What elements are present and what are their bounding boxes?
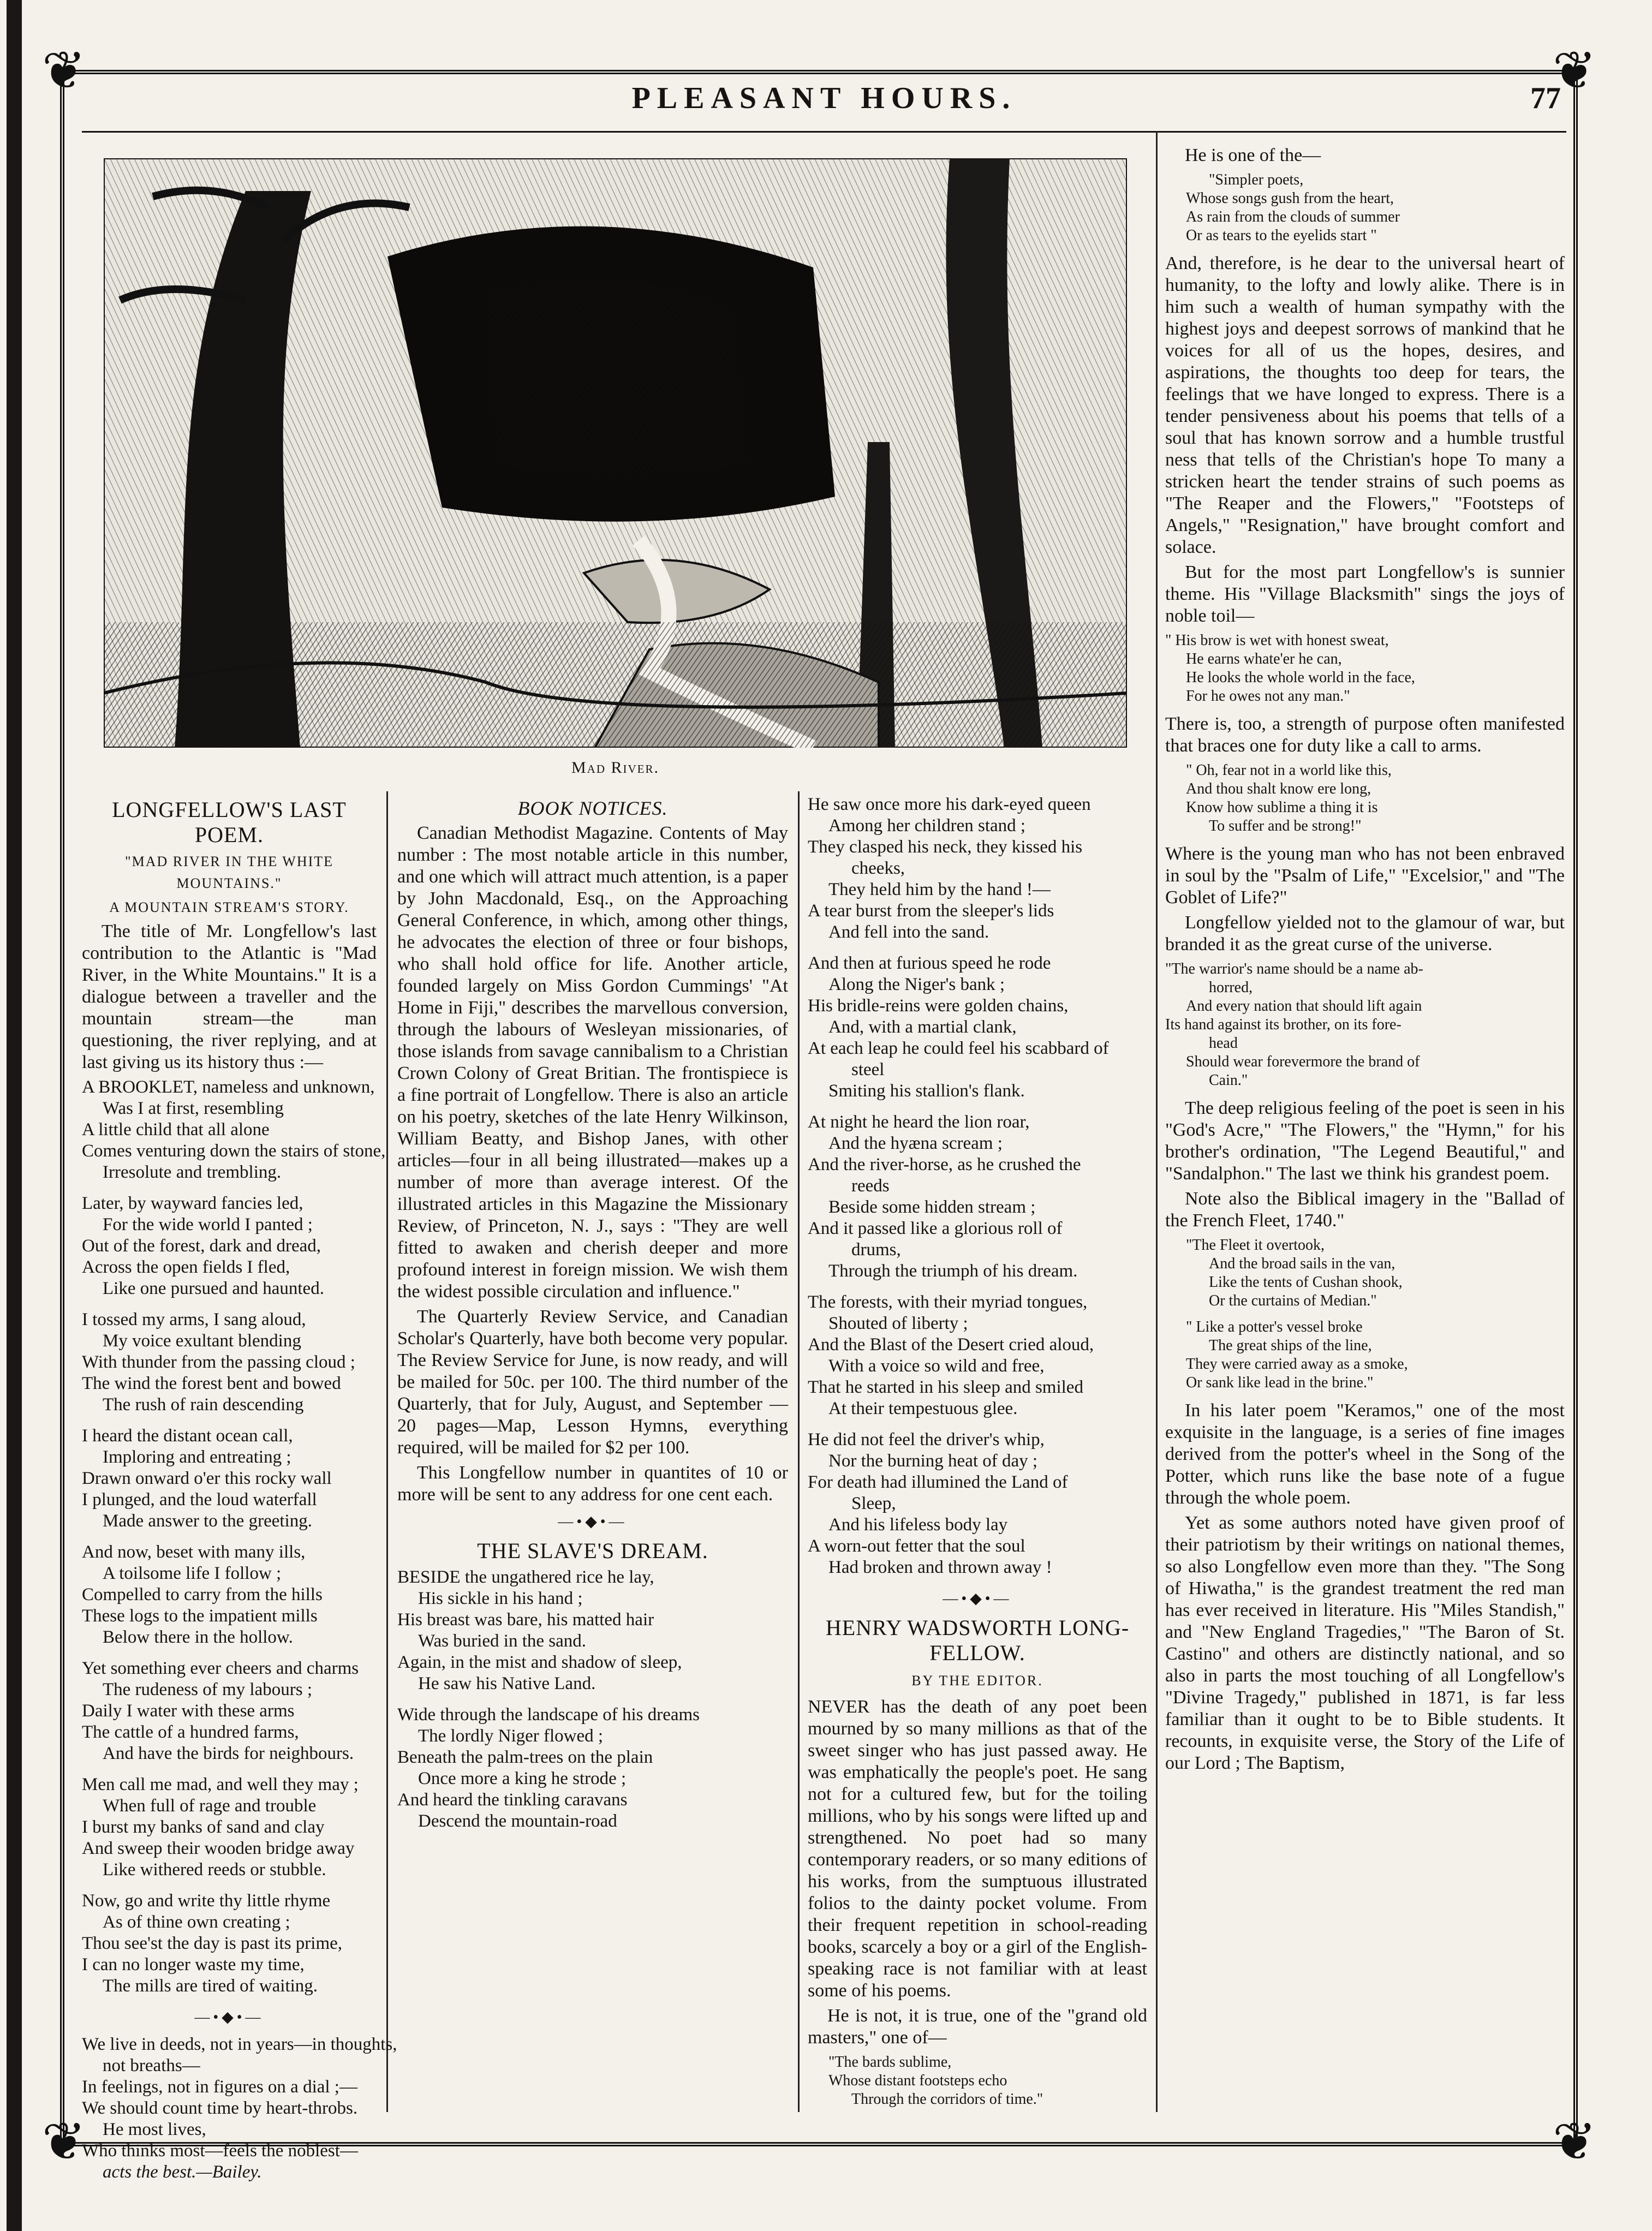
block-quote [1165, 960, 1565, 1090]
verse-line: They held him by the hand !— [828, 880, 1051, 899]
article-paragraph: But for the most part Longfellow's is sunnier theme. His "Village Blacksmith" sings the joys of noble toil— [1165, 562, 1565, 626]
column-rule [798, 791, 800, 2112]
verse-line: For the wide world I panted ; [103, 1215, 313, 1234]
verse-line: And fell into the sand. [828, 922, 989, 942]
poem-stanza [808, 1429, 1147, 1578]
publication-title: PLEASANT HOURS. [631, 81, 1017, 115]
verse-line: Drawn onward o'er this rocky wall [82, 1469, 332, 1488]
verse-line: At their tempestuous glee. [828, 1399, 1018, 1418]
notice-paragraph: This Longfellow number in quantites of 10 or more will be sent to any address for one cent each. [397, 1463, 788, 1505]
block-quote [808, 2053, 1147, 2109]
frame-border-top [60, 70, 1576, 74]
verse-line: Made answer to the greeting. [103, 1511, 312, 1531]
poem-stanza [82, 1309, 377, 1416]
block-quote [1165, 631, 1565, 706]
verse-line: Compelled to carry from the hills [82, 1585, 323, 1604]
verse-line: Whose distant footsteps echo [828, 2072, 1007, 2089]
verse-line: acts the best.—Bailey. [103, 2162, 262, 2182]
verse-line: A tear burst from the sleeper's lids [808, 901, 1054, 921]
poem-stanza [808, 953, 1147, 1102]
verse-line: His bridle-reins were golden chains, [808, 996, 1069, 1016]
block-quote [1165, 1318, 1565, 1392]
verse-line: I can no longer waste my time, [82, 1955, 305, 1975]
section-separator: —•◆•— [194, 2009, 264, 2026]
verse-line: For he owes not any man." [1186, 688, 1350, 705]
verse-line: The cattle of a hundred farms, [82, 1722, 299, 1742]
verse-line: When full of rage and trouble [103, 1796, 317, 1816]
verse-line: The great ships of the line, [1209, 1337, 1372, 1354]
verse-line: He saw his Native Land. [418, 1674, 596, 1693]
verse-line: These logs to the impatient mills [82, 1606, 318, 1626]
column-slaves-dream-continued [808, 794, 1147, 2116]
column-rule [386, 791, 388, 2112]
corner-ornament-icon: ❦ [41, 41, 86, 100]
notice-paragraph: Canadian Methodist Magazine. Contents of May number : The most notable article in this number, and one which will attract much attention, is a paper by John Macdonald, Esq., on the Approaching General Conference, in which, among other things, he advocates the election of three or four bishops, who shall hold office for life. Another article, founded largely on Miss Gordon Cummings' "At Home in Fiji," describes the marvellous conversion, through the labours of Wesleyan missionaries, of those islands from savage cannibalism to a Christian Crown Colony of Great Britian. The frontispiece is a fine portrait of Longfellow. There is also an article on his poetry, sketches of the late Henry Wilkinson, William Beatty, and Bishop Janes, with other articles—four in all being illustrated—makes up a number of more than average interest. Of the illustrated articles in this Magazine the Missionary Review, of Princeton, N. J., says : "They are well fitted to awaken and cherish deeper and more profound interest in foreign mission. We wish them the widest possible circulation and influence." [397, 823, 788, 1302]
verse-line: Beneath the palm-trees on the plain [397, 1747, 653, 1767]
verse-line: Along the Niger's bank ; [828, 975, 1005, 994]
epigraph [82, 2034, 397, 2183]
article-paragraph: He is one of the— [1185, 145, 1321, 165]
verse-line: head [1209, 1035, 1238, 1052]
block-quote [1165, 171, 1565, 245]
verse-line: And thou shalt know ere long, [1186, 780, 1371, 797]
verse-line: And sweep their wooden bridge away [82, 1839, 355, 1858]
verse-line: And the broad sails in the van, [1209, 1255, 1395, 1272]
block-quote [1165, 1236, 1565, 1310]
verse-line: That he started in his sleep and smiled [808, 1377, 1083, 1397]
verse-line: "The bards sublime, [828, 2054, 952, 2071]
poem-stanza [82, 1890, 377, 1997]
verse-line: Men call me mad, and well they may ; [82, 1775, 359, 1794]
verse-line: Had broken and thrown away ! [828, 1558, 1052, 1577]
verse-line: Should wear forevermore the brand of [1186, 1053, 1420, 1070]
verse-line: The mills are tired of waiting. [103, 1976, 318, 1996]
verse-line: As rain from the clouds of summer [1186, 208, 1400, 225]
verse-line: Or as tears to the eyelids start " [1186, 227, 1377, 244]
verse-line: Irresolute and trembling. [103, 1162, 282, 1182]
verse-line: Through the triumph of his dream. [828, 1261, 1078, 1281]
verse-line: A BROOKLET, nameless and unknown, [82, 1077, 375, 1097]
verse-line: Like the tents of Cushan shook, [1209, 1274, 1403, 1291]
verse-line: The rush of rain descending [103, 1395, 304, 1415]
article-paragraph: Longfellow yielded not to the glamour of war, but branded it as the great curse of the universe. [1165, 912, 1565, 955]
article-paragraph: Note also the Biblical imagery in the "Ballad of the French Fleet, 1740." [1165, 1189, 1565, 1231]
verse-line: "Simpler poets, [1209, 171, 1304, 188]
verse-line: They were carried away as a smoke, [1186, 1356, 1408, 1373]
verse-line: Cain." [1209, 1072, 1248, 1089]
verse-line: I burst my banks of sand and clay [82, 1817, 325, 1837]
poem-stanza [808, 1112, 1147, 1282]
verse-line: With thunder from the passing cloud ; [82, 1352, 355, 1372]
verse-line: cheeks, [851, 858, 905, 878]
section-title: BOOK NOTICES. [517, 797, 668, 819]
article-paragraph: The deep religious feeling of the poet is seen in his "God's Acre," "The Flowers," the "Hymn," for his brother's ordination, "The Legend Beautiful," and "Sandalphon." The last we think his grandest poem. [1165, 1098, 1565, 1184]
verse-line: Was I at first, resembling [103, 1099, 284, 1118]
article-paragraph: Yet as some authors noted have given proof of their patriotism by their writings on national themes, so also Longfellow even more than they. "The Song of Hiwatha," is the grandest treatment the red man has ever received in literature. His "Miles Standish," and "New England Tragedies," "The Baron of St. Castino" and others are distinctly national, and so also in parts the most touching of all Longfellow's "Divine Tragedy," published in 1871, is far less familiar than it ought to be to Bible students. It recounts, in exquisite verse, the Story of the Life of our Lord ; The Baptism, [1165, 1513, 1565, 1773]
poem-stanza [82, 1542, 377, 1648]
article-paragraph: Where is the young man who has not been enbraved in soul by the "Psalm of Life," "Excelsior," and "The Goblet of Life?" [1165, 844, 1565, 908]
section-separator: —•◆•— [943, 1590, 1012, 1607]
verse-line: The lordly Niger flowed ; [418, 1726, 604, 1746]
corner-ornament-icon: ❦ [1552, 41, 1597, 100]
illustration-caption: Mad River. [571, 759, 659, 777]
verse-line: Sleep, [851, 1494, 896, 1513]
verse-line: Beside some hidden stream ; [828, 1197, 1036, 1217]
verse-line: Now, go and write thy little rhyme [82, 1891, 331, 1911]
verse-line: " Oh, fear not in a world like this, [1186, 762, 1392, 779]
mad-river-engraving [104, 158, 1127, 748]
header-rule [82, 131, 1566, 133]
verse-line: drums, [851, 1240, 901, 1260]
verse-line: And, with a martial clank, [828, 1017, 1017, 1037]
article-paragraph: There is, too, a strength of purpose often manifested that braces one for duty like a call to arms. [1165, 714, 1565, 756]
verse-line: Know how sublime a thing it is [1186, 799, 1378, 816]
article-paragraph: In his later poem "Keramos," one of the most exquisite in the language, is a series of fine images derived from the potter's wheel in the Song of the Potter, which runs like the base note of a fugue through the whole poem. [1165, 1400, 1565, 1508]
verse-line: And the Blast of the Desert cried aloud, [808, 1335, 1094, 1355]
frame-border-left [60, 70, 64, 2144]
verse-line: Comes venturing down the stairs of stone, [82, 1141, 386, 1161]
verse-line: Across the open fields I fled, [82, 1257, 290, 1277]
verse-line: He saw once more his dark-eyed queen [808, 795, 1091, 814]
poem-stanza [808, 794, 1147, 943]
verse-line: Below there in the hollow. [103, 1627, 293, 1647]
poem-stanza [397, 1567, 788, 1695]
verse-line: A toilsome life I follow ; [103, 1564, 282, 1583]
verse-line: At night he heard the lion roar, [808, 1112, 1030, 1132]
verse-line: And the river-horse, as he crushed the [808, 1155, 1081, 1174]
verse-line: "The warrior's name should be a name ab- [1165, 961, 1423, 977]
verse-line: Again, in the mist and shadow of sleep, [397, 1653, 682, 1672]
poem-stanza [397, 1704, 788, 1832]
verse-line: BESIDE the ungathered rice he lay, [397, 1567, 654, 1587]
poem-stanza [82, 1658, 377, 1764]
verse-line: The wind the forest bent and bowed [82, 1374, 341, 1393]
poem-stanza [82, 1774, 377, 1881]
verse-line: A worn-out fetter that the soul [808, 1536, 1025, 1556]
article-subtitle: "MAD RIVER IN THE WHITE MOUNTAINS." [124, 854, 334, 891]
verse-line: As of thine own creating ; [103, 1912, 290, 1932]
verse-line: At each leap he could feel his scabbard of [808, 1039, 1109, 1058]
verse-line: A little child that all alone [82, 1120, 270, 1140]
verse-line: Like one pursued and haunted. [103, 1279, 324, 1298]
poem-stanza [82, 1193, 377, 1299]
verse-line: Descend the mountain-road [418, 1811, 617, 1831]
verse-line: Daily I water with these arms [82, 1701, 295, 1721]
verse-line: He looks the whole world in the face, [1186, 669, 1415, 686]
verse-line: He did not feel the driver's whip, [808, 1430, 1045, 1449]
column-book-notices [397, 794, 788, 1842]
verse-line: horred, [1209, 979, 1253, 996]
verse-line: reeds [851, 1176, 890, 1196]
verse-line: Smiting his stallion's flank. [828, 1081, 1025, 1101]
article-paragraph: NEVER has the death of any poet been mourned by so many millions as that of the sweet singer who has just passed away. He was emphatically the people's poet. He sang not for a cultured few, but for the toiling millions, who by his songs were lifted up and strengthened. No poet had so many contemporary readers, or so many editions of his works, from the sumptuous illustrated folios to the dainty pocket volume. From their frequent repetition in school-reading books, scarcely a boy or a girl of the English-speaking race is not familiar with at least some of his poems. [808, 1697, 1147, 2001]
intro-paragraph: The title of Mr. Longfellow's last contribution to the Atlantic is "Mad River, in the White Mountains." It is a dialogue between a traveller and the mountain stream—the man questioning, the river replying, and at last giving us its history thus :— [82, 921, 377, 1072]
verse-line: Or sank like lead in the brine." [1186, 1374, 1374, 1391]
verse-line: He earns whate'er he can, [1186, 651, 1342, 667]
poem-stanza [808, 1292, 1147, 1419]
verse-line: steel [851, 1060, 885, 1079]
page-number: 77 [1530, 81, 1561, 115]
verse-line: Who thinks most—feels the noblest— [82, 2141, 358, 2161]
article-subsubtitle: A MOUNTAIN STREAM'S STORY. [109, 899, 349, 915]
verse-line: He most lives, [103, 2120, 206, 2139]
verse-line: The rudeness of my labours ; [103, 1680, 312, 1699]
verse-line: My voice exultant blending [103, 1331, 301, 1351]
verse-line: I plunged, and the loud waterfall [82, 1490, 317, 1510]
column-longfellow-article [1165, 145, 1565, 1777]
verse-line: And have the birds for neighbours. [103, 1744, 354, 1763]
byline: BY THE EDITOR. [911, 1673, 1043, 1689]
verse-line: not breaths— [103, 2056, 200, 2075]
notice-paragraph: The Quarterly Review Service, and Canadian Scholar's Quarterly, have both become very popular. The Review Service for June, is now ready, and will be mailed for 50c. per 100. The third number of the Quarterly, that for July, August, and September —20 pages—Map, Lesson Hymns, everything required, will be mailed for $2 per 100. [397, 1307, 788, 1458]
verse-line: Out of the forest, dark and dread, [82, 1236, 321, 1256]
verse-line: "The Fleet it overtook, [1186, 1237, 1325, 1254]
verse-line: Among her children stand ; [828, 816, 1026, 836]
verse-line: Its hand against its brother, on its fore- [1165, 1016, 1401, 1033]
verse-line: Thou see'st the day is past its prime, [82, 1934, 343, 1953]
binding-edge [7, 0, 22, 2231]
block-quote [1165, 761, 1565, 836]
running-head [82, 81, 1566, 130]
poem-stanza [82, 1425, 377, 1532]
verse-line: To suffer and be strong!" [1209, 818, 1362, 834]
article-title: HENRY WADSWORTH LONG-FELLOW. [825, 1615, 1130, 1665]
column-longfellows-last-poem [82, 794, 397, 2193]
verse-line: We live in deeds, not in years—in thoughts, [82, 2035, 397, 2054]
poem-stanza [82, 1077, 386, 1183]
verse-line: Through the corridors of time." [851, 2091, 1043, 2108]
verse-line: Once more a king he strode ; [418, 1769, 627, 1788]
verse-line: And every nation that should lift again [1186, 998, 1422, 1015]
verse-line: With a voice so wild and free, [828, 1356, 1045, 1376]
verse-line: Yet something ever cheers and charms [82, 1659, 359, 1678]
verse-line: His breast was bare, his matted hair [397, 1610, 654, 1630]
verse-line: And the hyæna scream ; [828, 1134, 1003, 1153]
verse-line: And his lifeless body lay [828, 1515, 1008, 1535]
corner-ornament-icon: ❦ [41, 2113, 86, 2171]
verse-line: In feelings, not in figures on a dial ;— [82, 2077, 357, 2097]
verse-line: They clasped his neck, they kissed his [808, 837, 1083, 857]
verse-line: Nor the burning heat of day ; [828, 1451, 1038, 1471]
article-title: LONGFELLOW'S LAST POEM. [112, 797, 347, 847]
verse-line: Like withered reeds or stubble. [103, 1860, 326, 1880]
corner-ornament-icon: ❦ [1552, 2113, 1597, 2171]
verse-line: I heard the distant ocean call, [82, 1426, 293, 1446]
verse-line: I tossed my arms, I sang aloud, [82, 1310, 306, 1329]
column-rule [1156, 131, 1158, 2112]
verse-line: And now, beset with many ills, [82, 1542, 306, 1562]
verse-line: " His brow is wet with honest sweat, [1165, 632, 1389, 649]
section-separator: —•◆•— [558, 1513, 628, 1530]
verse-line: And heard the tinkling caravans [397, 1790, 628, 1810]
verse-line: Was buried in the sand. [418, 1631, 587, 1651]
verse-line: Or the curtains of Median." [1209, 1292, 1377, 1309]
verse-line: Later, by wayward fancies led, [82, 1194, 303, 1213]
verse-line: We should count time by heart-throbs. [82, 2098, 358, 2118]
verse-line: And then at furious speed he rode [808, 953, 1051, 973]
poem-title: THE SLAVE'S DREAM. [477, 1538, 708, 1563]
verse-line: For death had illumined the Land of [808, 1472, 1068, 1492]
verse-line: Imploring and entreating ; [103, 1447, 291, 1467]
verse-line: Wide through the landscape of his dreams [397, 1705, 700, 1725]
verse-line: " Like a potter's vessel broke [1186, 1319, 1363, 1335]
verse-line: His sickle in his hand ; [418, 1589, 583, 1608]
verse-line: Shouted of liberty ; [828, 1314, 968, 1333]
frame-border-right [1573, 70, 1578, 2144]
verse-line: The forests, with their myriad tongues, [808, 1292, 1088, 1312]
verse-line: Whose songs gush from the heart, [1186, 190, 1394, 207]
verse-line: And it passed like a glorious roll of [808, 1219, 1063, 1238]
article-paragraph: He is not, it is true, one of the "grand old masters," one of— [808, 2006, 1147, 2048]
article-paragraph: And, therefore, is he dear to the universal heart of humanity, to the lofty and lowly alike. There is in him such a wealth of human sympathy with the highest joys and deepest sorrows of mankind that he voices for all of us the hopes, desires, and aspirations, the thoughts too deep for tears, the feelings that we have longed to express. There is a tender pensiveness about his poems that tells of a soul that has known sorrow and a humble trustful ness that tells of the Christian's hope To many a stricken heart the tender strains of such poems as "The Reaper and the Flowers," "Footsteps of Angels," "Resignation," have brought comfort and solace. [1165, 253, 1565, 557]
